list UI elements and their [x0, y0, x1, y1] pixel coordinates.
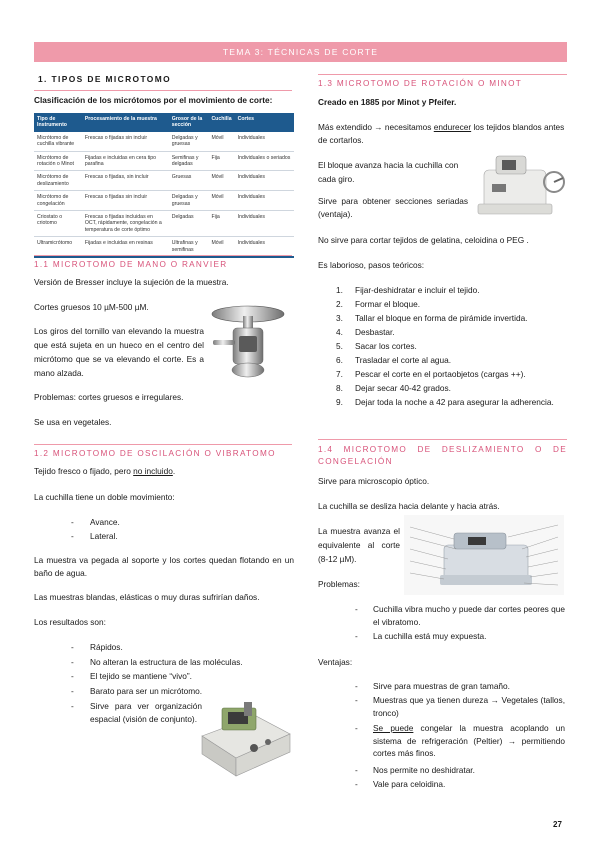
table-row: [34, 171, 294, 191]
advantage-item: [373, 722, 565, 760]
table-cell: Ultrafinas y semifinas: [169, 237, 209, 257]
step-item: Desbastar.: [355, 327, 395, 337]
page-header-title: TEMA 3: TÉCNICAS DE CORTE: [222, 47, 379, 57]
table-header-cell: Grosor de la sección: [169, 113, 209, 132]
section-1-1-heading: 1.1 MICROTOMO DE MANO O RANVIER: [34, 260, 228, 269]
table-cell: Móvil: [208, 191, 234, 211]
microtome-table: [34, 113, 294, 258]
table-cell: Móvil: [208, 237, 234, 257]
table-cell: Micrótomo de rotación o Minot: [34, 151, 82, 171]
step-number: 2.: [336, 299, 343, 309]
table-cell: Frescas o fijadas sin incluir: [82, 132, 169, 151]
table-cell: Fija: [208, 151, 234, 171]
table-cell: Frescas o fijadas, sin incluir: [82, 171, 169, 191]
problem-item: La cuchilla está muy expuesta.: [373, 631, 487, 641]
step-number: 7.: [336, 369, 343, 379]
move-item: Lateral.: [90, 531, 118, 541]
section-1-3-p3: El bloque avanza hacia la cuchilla con cada giro.: [318, 160, 459, 184]
section-1-2-p2: La cuchilla tiene un doble movimiento:: [34, 492, 175, 502]
table-cell: Individuales: [235, 237, 294, 257]
section-1-4-p4: Problemas:: [318, 579, 360, 589]
section-1-4-heading: 1.4 MICROTOMO DE DESLIZAMIENTO O DE CONGELACIÓN: [318, 445, 567, 466]
section-1-4-p3: La muestra avanza el equivalente al corte (8-12 µM).: [318, 526, 400, 564]
step-item: Formar el bloque.: [355, 299, 421, 309]
table-row: [34, 191, 294, 211]
table-header-cell: Tipo de Instrumento: [34, 113, 82, 132]
section-1-1-p4: Problemas: cortes gruesos e irregulares.: [34, 392, 184, 402]
table-cell: Fijadas e incluidas en resinas: [82, 237, 169, 257]
advantage-item: Vale para celoidina.: [373, 779, 446, 789]
vibratome-image: [196, 696, 294, 782]
section-1-3-p6: Es laborioso, pasos teóricos:: [318, 260, 425, 270]
section-1-3-p2-c: los tejidos blandos antes de cortarlos.: [318, 122, 565, 145]
bullet-dash: -: [355, 765, 358, 775]
result-item: Sirve para ver organización espacial (visión de conjunto).: [90, 701, 202, 724]
section-1-3-p2-a: Más extendido → necesitamos: [318, 122, 434, 132]
bullet-dash: -: [71, 531, 74, 541]
bullet-dash: -: [71, 701, 74, 711]
section-1-3-p2-b: endurecer: [433, 122, 472, 132]
section-1-1-p2: Cortes gruesos 10 µM-500 µM.: [34, 302, 149, 312]
table-cell: Móvil: [208, 132, 234, 151]
page-header-bar: [34, 42, 567, 62]
table-cell: Individuales: [235, 132, 294, 151]
result-item: Rápidos.: [90, 642, 123, 652]
table-cell: Delgadas: [169, 211, 209, 237]
section-1-2-p3: La muestra va pegada al soporte y los cortes quedan flotando en un baño de agua.: [34, 555, 294, 578]
section-1-2-p1-c: .: [172, 466, 176, 476]
table-row: [34, 211, 294, 237]
advantage-item: Nos permite no deshidratar.: [373, 765, 475, 775]
section-1-2-rule: [34, 444, 292, 445]
step-item: Dejar toda la noche a 42 para asegurar la adherencia.: [355, 397, 554, 407]
section-1-1-rule: [34, 255, 292, 256]
bullet-dash: -: [355, 681, 358, 691]
table-cell: Individuales: [235, 211, 294, 237]
section-1-3-rule: [318, 74, 567, 75]
section-1-2-p4: Las muestras blandas, elásticas o muy duras sufrirían daños.: [34, 592, 260, 602]
step-item: Dejar secar 40-42 grados.: [355, 383, 451, 393]
step-item: Tallar el bloque en forma de pirámide invertida.: [355, 313, 528, 323]
section-1-2-p1-a: Tejido fresco o fijado, pero: [34, 466, 134, 476]
advantage-item: Sirve para muestras de gran tamaño.: [373, 681, 510, 691]
step-item: Fijar-deshidratar e incluir el tejido.: [355, 285, 480, 295]
step-number: 4.: [336, 327, 343, 337]
step-number: 3.: [336, 313, 343, 323]
table-cell: Delgadas y gruesas: [169, 191, 209, 211]
sliding-microtome-diagram: [404, 515, 564, 595]
bullet-dash: -: [355, 723, 358, 733]
table-header-cell: Cortes: [235, 113, 294, 132]
bullet-dash: -: [71, 671, 74, 681]
advantage-item: Muestras que ya tienen dureza → Vegetales (tallos, tronco): [373, 695, 565, 718]
advantage-item-b: congelar la muestra acoplando un sistema de refrigeración (Peltier) → permitiendo cortes más finos.: [373, 723, 565, 758]
section-1-heading: 1. TIPOS DE MICROTOMO: [38, 74, 172, 84]
table-cell: Frescas o fijadas sin incluir: [82, 191, 169, 211]
section-1-3-p2: [318, 121, 567, 147]
bullet-dash: -: [355, 631, 358, 641]
section-1-3-p4: Sirve para obtener secciones seriadas (ventaja).: [318, 196, 468, 219]
result-item: Barato para ser un micrótomo.: [90, 686, 203, 696]
step-item: Pescar el corte en el portaobjetos (cargas ++).: [355, 369, 526, 379]
section-1-1-p5: Se usa en vegetales.: [34, 417, 112, 427]
section-1-4-p5: Ventajas:: [318, 657, 353, 667]
table-row: [34, 151, 294, 171]
step-number: 5.: [336, 341, 343, 351]
result-item: El tejido se mantiene “vivo”.: [90, 671, 192, 681]
advantage-item-a: Se puede: [373, 723, 414, 733]
step-number: 9.: [336, 397, 343, 407]
step-item: Sacar los cortes.: [355, 341, 417, 351]
section-1-2-p1-b: no incluido: [133, 466, 173, 476]
table-cell: Semifinas y delgadas: [169, 151, 209, 171]
table-cell: Ultramicrótomo: [34, 237, 82, 257]
table-cell: Delgadas y gruesas: [169, 132, 209, 151]
table-header-cell: Cuchilla: [208, 113, 234, 132]
step-number: 8.: [336, 383, 343, 393]
table-header-cell: Procesamiento de la muestra: [82, 113, 169, 132]
section-1-rule: [34, 90, 292, 91]
table-row: [34, 132, 294, 151]
step-number: 6.: [336, 355, 343, 365]
table-header-row: [34, 113, 294, 132]
table-cell: Criostato o criotomo: [34, 211, 82, 237]
bullet-dash: -: [71, 686, 74, 696]
section-1-2-heading: 1.2 MICROTOMO DE OSCILACIÓN O VIBRATOMO: [34, 449, 276, 458]
table-cell: Micrótomo de congelación: [34, 191, 82, 211]
page-number: 27: [553, 820, 562, 829]
section-1-3-p1: Creado en 1885 por Minot y Pfeifer.: [318, 97, 457, 107]
table-cell: Micrótomo de cuchilla vibrante: [34, 132, 82, 151]
section-1-1-p1: Versión de Bresser incluye la sujeción de la muestra.: [34, 277, 229, 287]
bullet-dash: -: [71, 517, 74, 527]
section-1-4-rule: [318, 439, 567, 440]
bullet-dash: -: [71, 657, 74, 667]
bullet-dash: -: [355, 604, 358, 614]
section-1-4-p2: La cuchilla se desliza hacia delante y hacia atrás.: [318, 501, 500, 511]
section-1-4-p1: Sirve para microscopio óptico.: [318, 476, 430, 486]
rotary-microtome-image: [474, 148, 566, 222]
step-item: Trasladar el corte al agua.: [355, 355, 452, 365]
result-item: No alteran la estructura de las moléculas.: [90, 657, 243, 667]
section-1-2-p5: Los resultados son:: [34, 617, 106, 627]
step-number: 1.: [336, 285, 343, 295]
move-item: Avance.: [90, 517, 120, 527]
table-cell: Micrótomo de deslizamiento: [34, 171, 82, 191]
bullet-dash: -: [355, 779, 358, 789]
bullet-dash: -: [71, 642, 74, 652]
section-1-2-p1: [34, 465, 294, 478]
section-1-1-p3: Los giros del tornillo van elevando la muestra que está sujeta en un hueco en el centro del micrótomo que se va elevando el corte. Es a mano alzada.: [34, 326, 204, 378]
table-cell: Individuales o seriados: [235, 151, 294, 171]
section-1-3-heading: 1.3 MICROTOMO DE ROTACIÓN O MINOT: [318, 79, 523, 88]
table-cell: Fija: [208, 211, 234, 237]
table-cell: Fijadas e incluidas en cera tipo parafina: [82, 151, 169, 171]
hand-microtome-image: [205, 304, 291, 384]
table-cell: Frescas o fijadas incluidas en OCT, rápidamente, congelación a temperatura de corte óptimo: [82, 211, 169, 237]
table-cell: Individuales: [235, 191, 294, 211]
section-1-intro: Clasificación de los micrótomos por el movimiento de corte:: [34, 95, 273, 105]
table-cell: Móvil: [208, 171, 234, 191]
bullet-dash: -: [355, 695, 358, 705]
section-1-3-p5: No sirve para cortar tejidos de gelatina, celoidina o PEG .: [318, 235, 529, 245]
table-cell: Individuales: [235, 171, 294, 191]
problem-item: Cuchilla vibra mucho y puede dar cortes peores que el vibratomo.: [373, 604, 565, 627]
table-cell: Gruesas: [169, 171, 209, 191]
